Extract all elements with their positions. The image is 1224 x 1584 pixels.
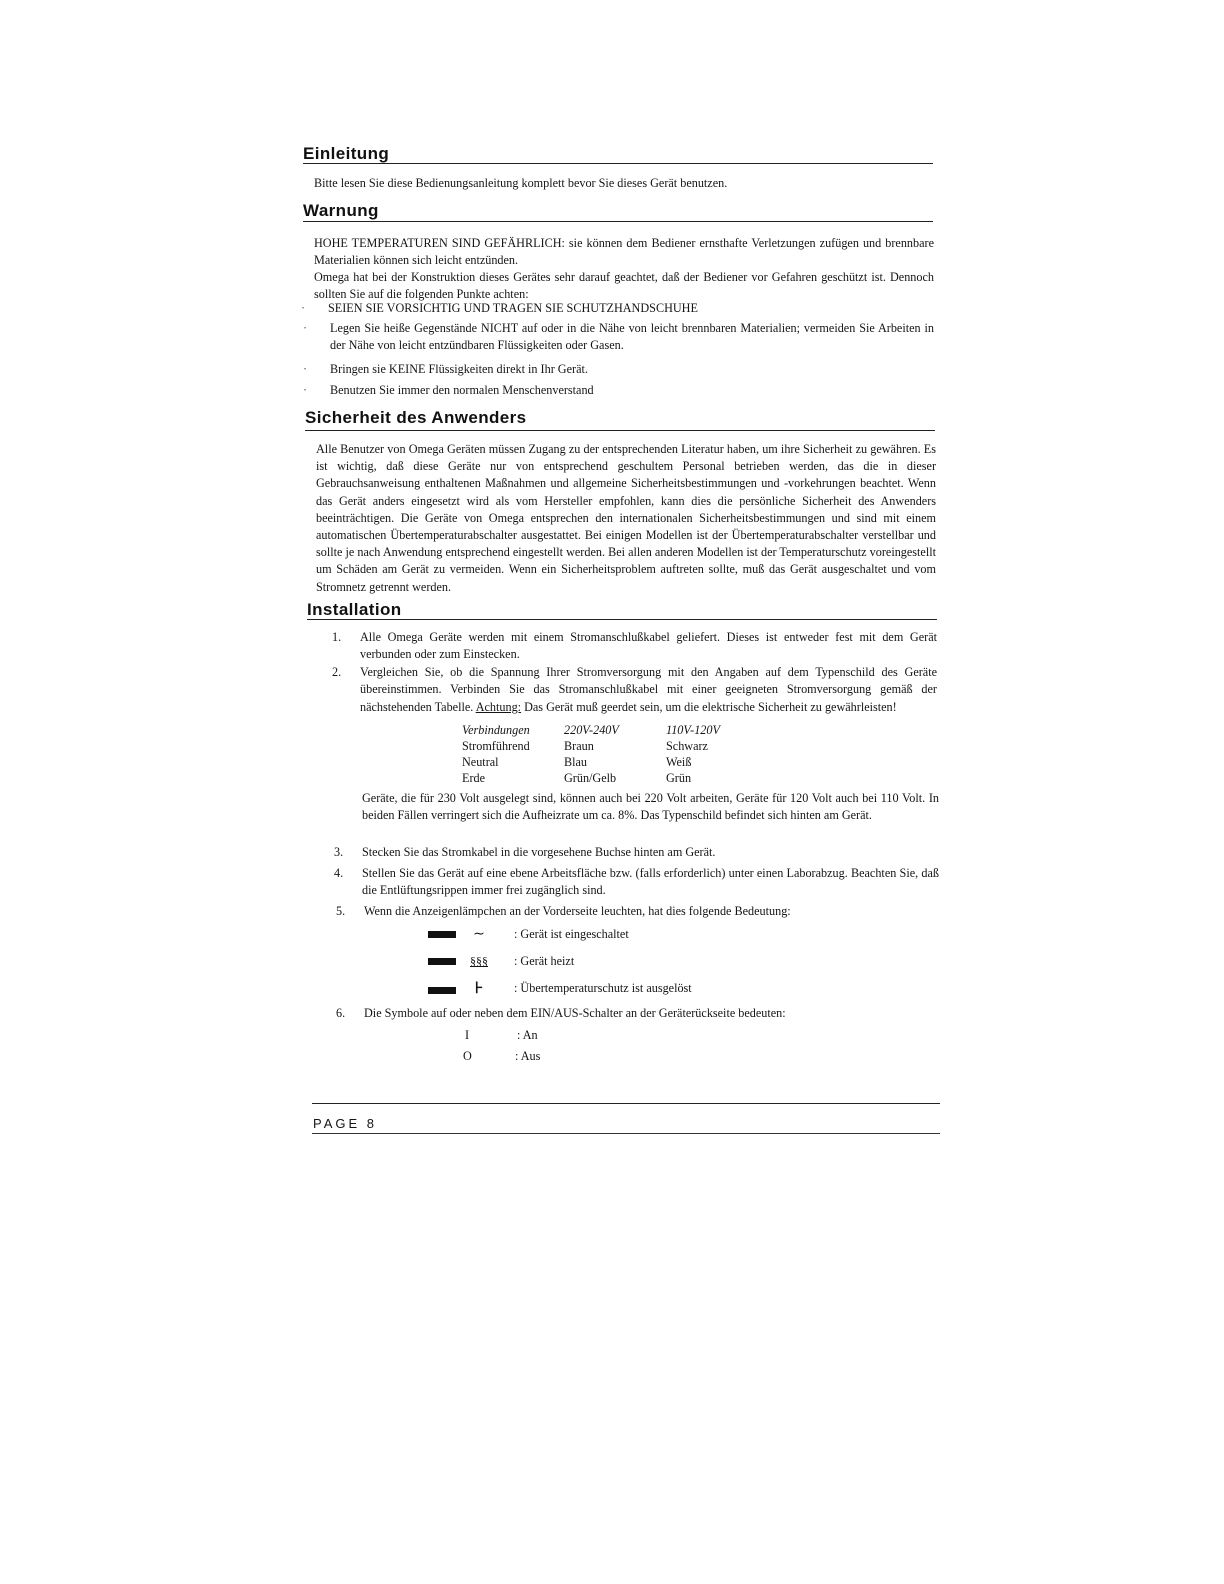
list-item [334,844,939,861]
bullet-icon: · [303,321,308,335]
indicator-lamp-on [428,926,748,946]
list-item [334,865,939,900]
footer-divider-top [312,1103,940,1104]
item-text: Wenn die Anzeigenlämpchen an der Vorderseite leuchten, hat dies folgende Bedeutung: [364,904,791,918]
lamp-bar [428,931,456,938]
section-title-warnung: Warnung [303,201,379,220]
table-cell: Stromführend [462,739,530,753]
table-cell: Erde [462,771,486,785]
list-item [336,1005,939,1022]
switch-description: : An [517,1028,538,1042]
table-cell: Blau [564,755,588,769]
item-text: Stecken Sie das Stromkabel in die vorgesehene Buchse hinten am Gerät. [362,845,716,859]
item-number: 4. [334,866,344,880]
list-item [332,664,937,716]
lamp-bar [428,958,456,965]
list-item [303,361,934,378]
section-title-installation: Installation [307,600,402,619]
switch-symbol: O [463,1049,472,1063]
table-row [462,739,766,755]
indicator-lamp-heating [428,953,748,973]
item-text: Das Gerät muß geerdet sein, um die elektrische Sicherheit zu gewährleisten! [524,699,897,714]
voltage-note: Geräte, die für 230 Volt ausgelegt sind, können auch bei 220 Volt arbeiten, Geräte für 120 Volt auch bei 110 Volt. In beiden Fällen verringert sich die Aufheizrate um ca. 8%. Das Typenschild befindet sich hinten am Gerät. [362,791,939,823]
switch-symbol-off [463,1048,583,1066]
item-text: Alle Omega Geräte werden mit einem Stromanschlußkabel geliefert. Dieses ist entweder fest mit dem Gerät verbunden oder zum Einstecken. [360,630,937,662]
warnung-paragraph-1: HOHE TEMPERATUREN SIND GEFÄHRLICH: sie können dem Bediener ernsthafte Verletzungen zufügen und brennbare Materialien können sich leicht entzünden. [314,236,934,268]
lamp-bar [428,987,456,994]
section-installation [307,600,937,620]
list-item [303,320,934,355]
table-cell: Grün [666,771,692,785]
list-item [332,629,937,664]
achtung-label: Achtung: [475,699,522,714]
tilde-icon: ∼ [473,927,485,942]
item-number: 5. [336,904,346,918]
divider [305,430,935,431]
footer-divider-bottom [312,1133,940,1134]
lamp-description: : Gerät ist eingeschaltet [514,927,629,941]
thermometer-icon: ⊦ [474,980,484,997]
table-header: 220V-240V [564,723,619,737]
table-row [462,771,766,787]
item-number: 1. [332,630,342,644]
table-cell: Weiß [666,755,692,769]
table-cell: Neutral [462,755,499,769]
item-text: Stellen Sie das Gerät auf eine ebene Arbeitsfläche bzw. (falls erforderlich) unter einen Laborabzug. Beachten Sie, daß die Entlüftungsrippen immer frei zugänglich sind. [362,866,939,898]
item-number: 6. [336,1006,346,1020]
lamp-description: : Gerät heizt [514,954,575,968]
item-number: 3. [334,845,344,859]
table-header-row [462,723,766,739]
bullet-text: Legen Sie heiße Gegenstände NICHT auf oder in die Nähe von leicht brennbaren Materialien; vermeiden Sie Arbeiten in der Nähe von leicht entzündbaren Flüssigkeiten oder Gasen. [330,321,934,353]
table-row [462,755,766,771]
section-einleitung [303,144,933,164]
list-item [336,903,939,920]
section-sicherheit [305,408,935,428]
list-item [303,382,934,399]
bullet-text: Bringen sie KEINE Flüssigkeiten direkt in Ihr Gerät. [330,362,588,376]
list-item [301,300,934,317]
divider [303,163,933,164]
section-title-sicherheit: Sicherheit des Anwenders [305,408,527,427]
divider [307,619,937,620]
divider [303,221,933,222]
bullet-text: SEIEN SIE VORSICHTIG UND TRAGEN SIE SCHUTZHANDSCHUHE [328,301,698,315]
sicherheit-text: Alle Benutzer von Omega Geräten müssen Zugang zu der entsprechenden Literatur haben, um ihre Sicherheit zu gewähren. Es ist wichtig, daß diese Geräte nur von entsprechend geschultem Personal betrieben werden, das die in dieser Gebrauchsanweisung enthaltenen Maßnahmen und allgemeine Sicherheitsbestimmungen und -vorkehrungen beachtet. Wenn das Gerät anders eingesetzt wird als vom Hersteller empfohlen, kann dies die persönliche Sicherheit des Anwenders beeinträchtigen. Die Geräte von Omega entsprechen den internationalen Sicherheitsbestimmungen und sind mit einem automatischen Übertemperaturabschalter ausgestattet. Bei einigen Modellen ist der Übertemperaturabschalter verstellbar und sollte je nach Anwendung entsprechend eingestellt werden. Bei allen anderen Modellen ist der Temperaturschutz voreingestellt um Schäden am Gerät zu vermeiden. Wenn ein Sicherheitsproblem auftreten sollte, muß das Gerät ausgeschaltet und vom Stromnetz getrennt werden. [316,442,936,594]
section-warnung [303,201,933,221]
item-number: 2. [332,665,342,679]
warnung-paragraph-2: Omega hat bei der Konstruktion dieses Gerätes sehr darauf geachtet, daß der Bediener vor Gefahren geschützt ist. Dennoch sollten Sie auf die folgenden Punkte achten: [314,270,934,302]
bullet-icon: · [303,383,308,397]
table-header: Verbindungen [462,723,530,737]
table-cell: Schwarz [666,739,708,753]
switch-description: : Aus [515,1049,541,1063]
item-text: Die Symbole auf oder neben dem EIN/AUS-Schalter an der Geräterückseite bedeuten: [364,1006,786,1020]
item-text: Vergleichen Sie, ob die Spannung Ihrer Stromversorgung mit den Angaben auf dem Typenschild des Geräte übereinstimmen. Verbinden Sie das Stromanschlußkabel mit einer geeigneten Stromversorgung gemäß der nächstehenden Tabelle. [360,665,937,714]
lamp-description: : Übertemperaturschutz ist ausgelöst [514,981,692,995]
page-number: PAGE 8 [313,1116,378,1131]
switch-symbol-on [465,1027,585,1045]
connection-table [462,723,766,787]
indicator-lamp-overtemp [428,980,768,1002]
table-header: 110V-120V [666,723,720,737]
heat-waves-icon: §§§ [470,954,488,968]
bullet-icon: · [303,362,308,376]
bullet-text: Benutzen Sie immer den normalen Menschenverstand [330,383,594,397]
table-cell: Braun [564,739,594,753]
einleitung-text: Bitte lesen Sie diese Bedienungsanleitung komplett bevor Sie dieses Gerät benutzen. [314,176,728,190]
section-title-einleitung: Einleitung [303,144,390,163]
table-cell: Grün/Gelb [564,771,617,785]
switch-symbol: I [465,1028,470,1042]
bullet-icon: · [301,301,306,315]
